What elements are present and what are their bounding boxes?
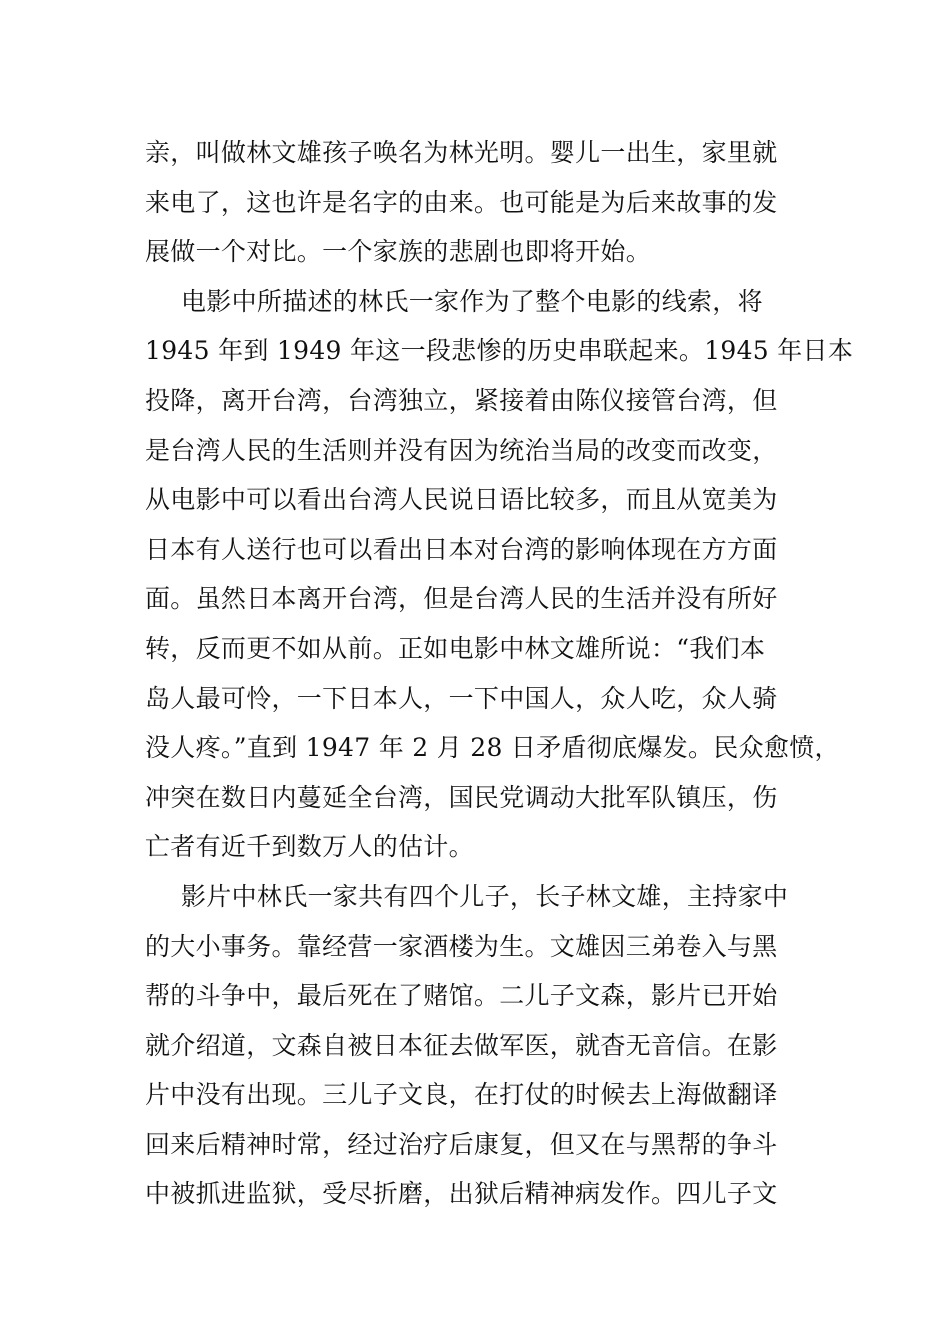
paragraph-2-line-9: 岛人最可怜，一下日本人，一下中国人，众人吃，众人骑 [145,683,778,713]
paragraph-3-line-7: 中被抓进监狱，受尽折磨，出狱后精神病发作。四儿子文 [145,1179,778,1209]
paragraph-2-line-7: 面。虽然日本离开台湾，但是台湾人民的生活并没有所好 [145,584,778,614]
paragraph-1-line-3: 展做一个对比。一个家族的悲剧也即将开始。 [145,237,652,267]
paragraph-3-line-1: 影片中林氏一家共有四个儿子，长子林文雄，主持家中 [181,881,789,911]
paragraph-2-line-4: 是台湾人民的生活则并没有因为统治当局的改变而改变， [145,435,778,465]
paragraph-3-line-4: 就介绍道，文森自被日本征去做军医，就杳无音信。在影 [145,1030,778,1060]
paragraph-2-line-1: 电影中所描述的林氏一家作为了整个电影的线索，将 [181,286,763,316]
paragraph-2-line-2: 1945 年到 1949 年这一段悲惨的历史串联起来。1945 年日本 [145,336,854,366]
paragraph-2-line-12: 亡者有近千到数万人的估计。 [145,832,474,862]
body-text [145,128,854,1219]
paragraph-2-line-6: 日本有人送行也可以看出日本对台湾的影响体现在方方面 [145,534,778,564]
paragraph-2-line-3: 投降，离开台湾，台湾独立，紧接着由陈仪接管台湾，但 [145,385,778,415]
paragraph-3-line-3: 帮的斗争中，最后死在了赌馆。二儿子文森，影片已开始 [145,981,778,1011]
paragraph-1-line-2: 来电了，这也许是名字的由来。也可能是为后来故事的发 [145,187,778,217]
paragraph-2-line-8: 转，反而更不如从前。正如电影中林文雄所说：“我们本 [145,633,766,663]
paragraph-3-line-6: 回来后精神时常，经过治疗后康复，但又在与黑帮的争斗 [145,1129,778,1159]
paragraph-2-line-5: 从电影中可以看出台湾人民说日语比较多，而且从宽美为 [145,485,778,515]
paragraph-1-line-1: 亲，叫做林文雄孩子唤名为林光明。婴儿一出生，家里就 [145,138,778,167]
paragraph-3-line-5: 片中没有出现。三儿子文良，在打仗的时候去上海做翻译 [145,1080,778,1110]
paragraph-2-line-10: 没人疼。”直到 1947 年 2 月 28 日矛盾彻底爆发。民众愈愤， [145,733,840,763]
paragraph-2-line-11: 冲突在数日内蔓延全台湾，国民党调动大批军队镇压，伤 [145,782,778,812]
paragraph-3-line-2: 的大小事务。靠经营一家酒楼为生。文雄因三弟卷入与黑 [145,931,778,961]
